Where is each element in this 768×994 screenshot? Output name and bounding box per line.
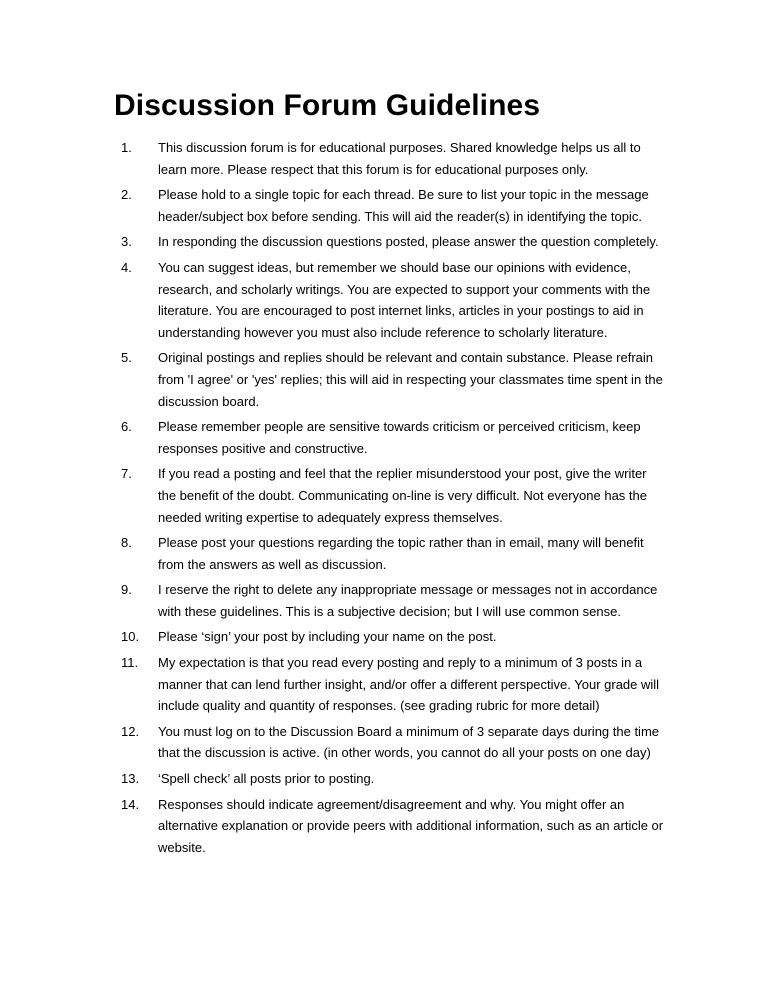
list-item-number: 6. (121, 419, 132, 435)
list-item-text: My expectation is that you read every posting and reply to a minimum of 3 posts in a manner that can lend further insight, and/or offer a different perspective. Your grade will include quality and quantity of responses. (see grading rubric for more detail) (158, 655, 660, 714)
list-item (114, 768, 668, 790)
list-item-number: 5. (121, 350, 132, 366)
list-item (114, 137, 668, 180)
list-item-text: Please remember people are sensitive towards criticism or perceived criticism, keep responses positive and constructive. (158, 419, 641, 456)
list-item (114, 652, 668, 717)
list-item-text: If you read a posting and feel that the replier misunderstood your post, give the writer the benefit of the doubt. Communicating on-line is very difficult. Not everyone has the needed writing expertise to adequately express themselves. (158, 466, 647, 525)
list-item-number: 7. (121, 466, 132, 482)
list-item-number: 10. (121, 629, 140, 645)
list-item (114, 347, 668, 412)
guidelines-list (114, 137, 668, 858)
list-item-text: Responses should indicate agreement/disagreement and why. You might offer an alternative explanation or provide peers with additional information, such as an article or website. (158, 796, 664, 855)
list-item-text: Please post your questions regarding the topic rather than in email, many will benefit from the answers as well as discussion. (158, 535, 644, 572)
page-title: Discussion Forum Guidelines (114, 89, 541, 122)
list-item-text: Original postings and replies should be relevant and contain substance. Please refrain from 'I agree' or 'yes' replies; this will aid in respecting your classmates time spent in the discussion board. (158, 350, 663, 409)
list-item-text: Please ‘sign’ your post by including your name on the post. (158, 629, 497, 645)
list-item-text: ‘Spell check’ all posts prior to posting. (158, 771, 375, 787)
list-item-text: Please hold to a single topic for each thread. Be sure to list your topic in the message header/subject box before sending. This will aid the reader(s) in identifying the topic. (158, 187, 649, 224)
list-item (114, 794, 668, 859)
list-item (114, 257, 668, 343)
list-item (114, 184, 668, 227)
list-item-text: I reserve the right to delete any inappropriate message or messages not in accordance with these guidelines. This is a subjective decision; but I will use common sense. (158, 582, 658, 619)
list-item-number: 1. (121, 140, 132, 155)
list-item-text: You must log on to the Discussion Board a minimum of 3 separate days during the time that the discussion is active. (in other words, you cannot do all your posts on one day) (158, 723, 660, 761)
list-item-number: 13. (121, 771, 140, 787)
list-item (114, 463, 668, 528)
list-item-number: 9. (121, 582, 132, 598)
list-item-number: 11. (121, 655, 139, 671)
list-item-number: 8. (121, 535, 132, 551)
list-item-number: 4. (121, 259, 132, 275)
list-item-text: In responding the discussion questions posted, please answer the question completely. (158, 234, 659, 250)
list-item-number: 14. (121, 796, 140, 812)
list-item (114, 626, 668, 648)
list-item-number: 12. (121, 723, 140, 739)
list-item-text: You can suggest ideas, but remember we should base our opinions with evidence, research, and scholarly writings. You are expected to support your comments with the literature. You are encouraged to post internet links, articles in your postings to aid in understanding however you must also include reference to scholarly literature. (158, 259, 651, 340)
list-item (114, 532, 668, 575)
list-item (114, 579, 668, 622)
list-item-number: 3. (121, 234, 132, 250)
list-item (114, 416, 668, 459)
list-item (114, 721, 668, 764)
list-item-text: This discussion forum is for educational purposes. Shared knowledge helps us all to learn more. Please respect that this forum is for educational purposes only. (158, 140, 641, 177)
list-item-number: 2. (121, 187, 132, 203)
list-item (114, 231, 668, 253)
